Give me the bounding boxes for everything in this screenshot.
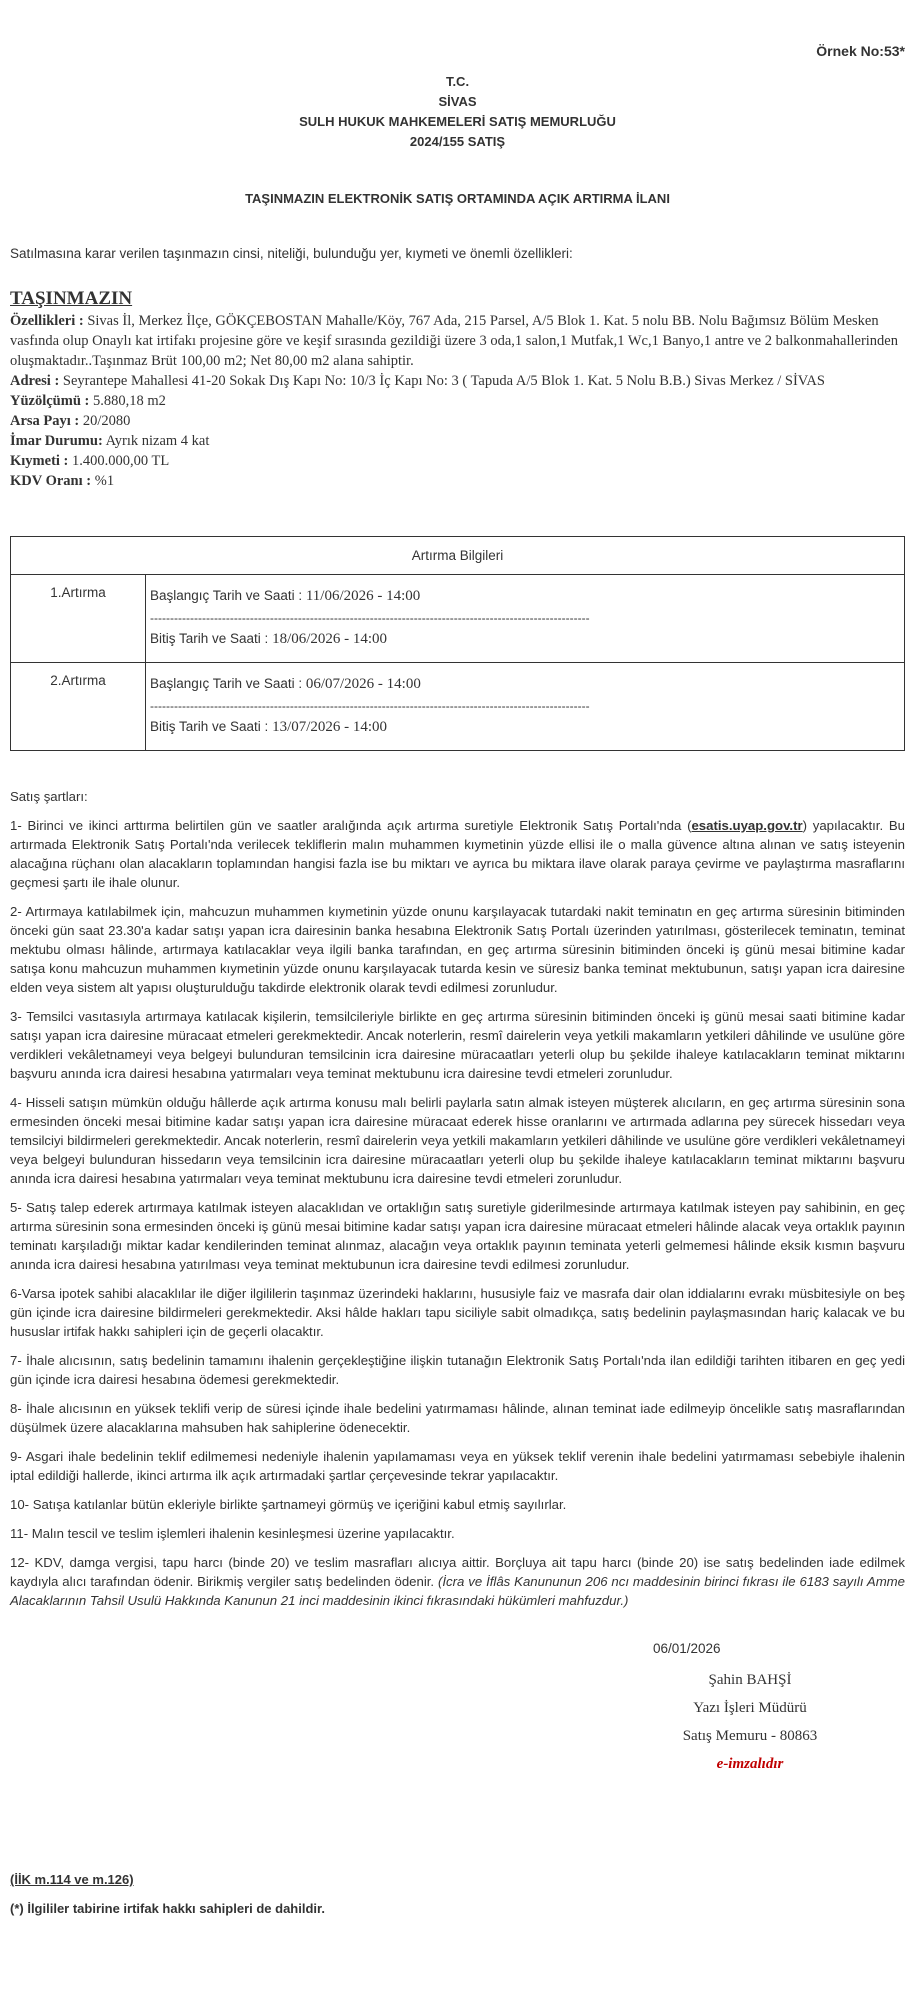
auction-row-name: 1.Artırma xyxy=(11,575,146,663)
condition-11: 11- Malın tescil ve teslim işlemleri ihalenin kesinleşmesi üzerine yapılacaktır. xyxy=(10,1526,455,1541)
property-zoning: İmar Durumu: Ayrık nizam 4 kat xyxy=(10,433,210,449)
auction-start: Başlangıç Tarih ve Saati : 11/06/2026 - 14:00 xyxy=(150,588,421,604)
signature-date: 06/01/2026 xyxy=(653,1641,721,1656)
intro-text: Satılmasına karar verilen taşınmazın cinsi, niteliği, bulunduğu yer, kıymeti ve önemli özellikleri: xyxy=(10,246,573,261)
header-tc: T.C. xyxy=(445,74,470,89)
property-heading: TAŞINMAZIN xyxy=(10,288,133,309)
condition-9: 9- Asgari ihale bedelinin teklif edilmemesi nedeniyle ihalenin yapılamaması veya en yüksek teklif verenin ihale bedelini yatırmaması sebebiyle ihalenin iptal edildiği hallerde, ikinci artırma ilk açık artırmadaki şartlar çerçevesinde tekrar yapılacaktır. xyxy=(10,1449,905,1483)
property-area: Yüzölçümü : 5.880,18 m2 xyxy=(10,393,166,409)
condition-6: 6-Varsa ipotek sahibi alacaklılar ile diğer ilgililerin taşınmaz üzerindeki haklarını, hususiyle faiz ve masrafa dair olan iddialarını evrakı müsbitesiyle on beş gün içinde icra dairesine bildirmeleri gerekmektedir. Aksi hâlde hakları tapu siciliyle sabit olmadıkça, satış bedelinin paylaşmasından hariç kalacak ve bu hususlar irtifak hakkı sahipleri için de geçerli olacaktır. xyxy=(10,1286,905,1339)
condition-10: 10- Satışa katılanlar bütün ekleriyle birlikte şartnameyi görmüş ve içeriğini kabul etmiş sayılırlar. xyxy=(10,1497,567,1512)
condition-12: 12- KDV, damga vergisi, tapu harcı (binde 20) ve teslim masrafları alıcıya aittir. Borçluya ait tapu harcı (binde 20) ise satış bedelinden iade edilmek kaydıyla alıcı tarafından ödenir. Birikmiş vergiler satış bedelinden ödenir. (İcra ve İflâs Kanununun 206 ncı maddesinin birinci fıkrası ile 6183 sayılı Amme Alacaklarının Tahsil Usulü Hakkında Kanunun 21 inci maddesinin ikinci fıkrasındaki hükümleri mahfuzdur.) xyxy=(10,1555,906,1608)
footer xyxy=(10,1865,325,1923)
condition-4: 4- Hisseli satışın mümkün olduğu hâllerde açık artırma konusu malı belirli paylarla satın almak isteyen müşterek alıcıların, en geç artırma süresinin sona ermesinden önceki mesai bitimine kadar satışı yapan icra dairesine müracaat ederek hisse oranlarını ve artırmada adlarına pey sürecek hissedarı veya temsilciyi bildirmeleri gerekmektedir. Ancak noterlerin, resmî dairelerin veya yetkili makamların yetkileri dâhilinde ve usulüne göre verdikleri vekâletnameyi veya belgeyi bulunduran hissedarın veya temsilcinin icra dairesine müracaatları yeterli olup bu şekilde ihaleye katılacakların teminat miktarını başvuru anında icra dairesi hesabına yatırmaları veya teminat mektubunu icra dairesine tevdi etmeleri zorunludur. xyxy=(10,1095,905,1186)
ilan-title: TAŞINMAZIN ELEKTRONİK SATIŞ ORTAMINDA AÇIK ARTIRMA İLANI xyxy=(245,191,670,206)
auction-separator: -------------------------------------------------------------------------------------------------------------- xyxy=(150,699,590,713)
signer-memur: Satış Memuru - 80863 xyxy=(682,1728,818,1744)
property-value: Kıymeti : 1.400.000,00 TL xyxy=(10,453,170,469)
condition-1: 1- Birinci ve ikinci arttırma belirtilen gün ve saatler aralığında açık artırma suretiyle Elektronik Satış Portalı'nda (esatis.uyap.gov.tr) yapılacaktır. Bu artırmada Elektronik Satış Portalı'nda verilecek tekliflerin malın muhammen kıymetinin yüzde ellisi ile o malla güvence altına alınan ve satış isteyenin alacağına rüçhanı olan alacakların toplamından hangisi fazla ise bu miktarı ve ayrıca bu miktara ilave olarak paraya çevirme ve paylaştırma masraflarını geçmesi şartı ile ihale olunur. xyxy=(10,818,905,890)
header-city: SİVAS xyxy=(438,94,477,109)
document-header xyxy=(10,72,905,152)
auction-end: Bitiş Tarih ve Saati : 18/06/2026 - 14:00 xyxy=(150,631,388,647)
auction-separator: -------------------------------------------------------------------------------------------------------------- xyxy=(150,611,590,625)
ornek-no: Örnek No:53* xyxy=(816,43,905,59)
auction-row xyxy=(11,663,905,751)
footer-law-reference: (İİK m.114 ve m.126) xyxy=(10,1872,134,1887)
auction-table xyxy=(10,536,905,751)
property-features: Özellikleri : Sivas İl, Merkez İlçe, GÖKÇEBOSTAN Mahalle/Köy, 767 Ada, 215 Parsel, A/5 Blok 1. Kat. 5 nolu BB. Nolu Bağımsız Bölüm Mesken vasfında olup Onaylı kat irtifakı projesine göre ve keşif sırasında gezildiği üzere 3 oda,1 salon,1 Mutfak,1 Wc,1 Banyo,1 antre ve 2 balkonmahallerinden oluşmaktadır..Taşınmaz Brüt 100,00 m2; Net 80,00 m2 alana sahiptir. xyxy=(10,313,898,369)
property-land-share: Arsa Payı : 20/2080 xyxy=(10,413,131,429)
property-vat-rate: KDV Oranı : %1 xyxy=(10,473,115,489)
condition-7: 7- İhale alıcısının, satış bedelinin tamamını ihalenin gerçekleştiğine ilişkin tutanağın Elektronik Satış Portalı'nda ilan edildiği tarihten itibaren en geç yedi gün içinde icra dairesi hesabına ödemesi gerekmektedir. xyxy=(10,1353,905,1387)
e-signature-note: e-imzalıdır xyxy=(716,1756,784,1772)
property-details xyxy=(10,287,905,491)
auction-row xyxy=(11,575,905,663)
condition-8: 8- İhale alıcısının en yüksek teklifi verip de süresi içinde ihale bedelini yatırmaması hâlinde, alınan teminat iade edilmeyip öncelikle satış masraflarından düşülmek üzere alacaklarına mahsuben hak sahiplerine ödenecektir. xyxy=(10,1401,905,1435)
auction-end: Bitiş Tarih ve Saati : 13/07/2026 - 14:00 xyxy=(150,719,388,735)
property-address: Adresi : Seyrantepe Mahallesi 41-20 Sokak Dış Kapı No: 10/3 İç Kapı No: 3 ( Tapuda A/5 Blok 1. Kat. 5 Nolu B.B.) Sivas Merkez / SİVAS xyxy=(10,373,825,389)
condition-5: 5- Satış talep ederek artırmaya katılmak isteyen alacaklıdan ve ortaklığın satış suretiyle giderilmesinde artırmaya katılmak isteyen pay sahibinin, en geç artırma süresinin sona ermesinden önceki iş günü mesai bitimine kadar satışı yapan icra dairesine müracaat etmeleri hâlinde alacak veya ortaklık payının teminatı karşıladığı miktar kadar kendilerinden teminat alınmaz, alacağın veya ortaklık payının teminata yeterli gelmemesi hâlinde eksik kısmın başvuru anında icra dairesi hesabına yatırılması veya teminat mektubunun icra dairesine tevdi edilmesi zorunludur. xyxy=(10,1200,905,1272)
auction-start: Başlangıç Tarih ve Saati : 06/07/2026 - 14:00 xyxy=(150,676,421,692)
auction-table-title: Artırma Bilgileri xyxy=(11,537,905,575)
footer-note: (*) İlgililer tabirine irtifak hakkı sahipleri de dahildir. xyxy=(10,1901,325,1916)
signature-block xyxy=(610,1640,890,1778)
sale-conditions xyxy=(10,787,905,1620)
esatis-link[interactable]: esatis.uyap.gov.tr xyxy=(691,818,803,833)
conditions-title: Satış şartları: xyxy=(10,789,88,804)
header-office: SULH HUKUK MAHKEMELERİ SATIŞ MEMURLUĞU xyxy=(299,114,616,129)
header-file-no: 2024/155 SATIŞ xyxy=(409,134,506,149)
condition-3: 3- Temsilci vasıtasıyla artırmaya katılacak kişilerin, temsilcileriyle birlikte en geç artırma süresinin bitiminden önceki iş günü mesai saati bitimine kadar satışı yapan icra dairesine müracaat etmeleri gerekmektedir. Ancak noterlerin, resmî dairelerin veya yetkili makamların yetkileri dâhilinde ve usulüne göre verdikleri vekâletnameyi veya belgeyi bulunduran temsilcinin icra dairesine müracaatları yeterli olup bu şekilde ihaleye katılacakların teminat miktarını başvuru anında icra dairesi hesabına yatırmaları veya teminat mektubunu icra dairesine tevdi etmeleri zorunludur. xyxy=(10,1009,905,1081)
signer-title: Yazı İşleri Müdürü xyxy=(693,1700,807,1716)
auction-row-name: 2.Artırma xyxy=(11,663,146,751)
signer-name: Şahin BAHŞİ xyxy=(708,1672,792,1688)
condition-2: 2- Artırmaya katılabilmek için, mahcuzun muhammen kıymetinin yüzde onunu karşılayacak tutardaki nakit teminatın en geç artırma süresinin bitiminden önceki gün saat 23.30'a kadar satışı yapan icra dairesinin banka hesabına Elektronik Satış Portalı üzerinden yatırılması, gösterilecek teminatın, teminat mektubu olması hâlinde, artırmaya katılacaklar veya ilgili banka tarafından, en geç artırma süresinin bitiminden önceki iş günü mesai bitimine kadar satışa konu mahcuzun muhammen kıymetinin yüzde onunu karşılayacak tutarda kesin ve süresiz banka teminat mektubunun, satışı yapan icra dairesine elden veya sistem alt yapısı oluşturulduğu takdirde elektronik olarak tevdi edilmesi zorunludur. xyxy=(10,904,905,995)
